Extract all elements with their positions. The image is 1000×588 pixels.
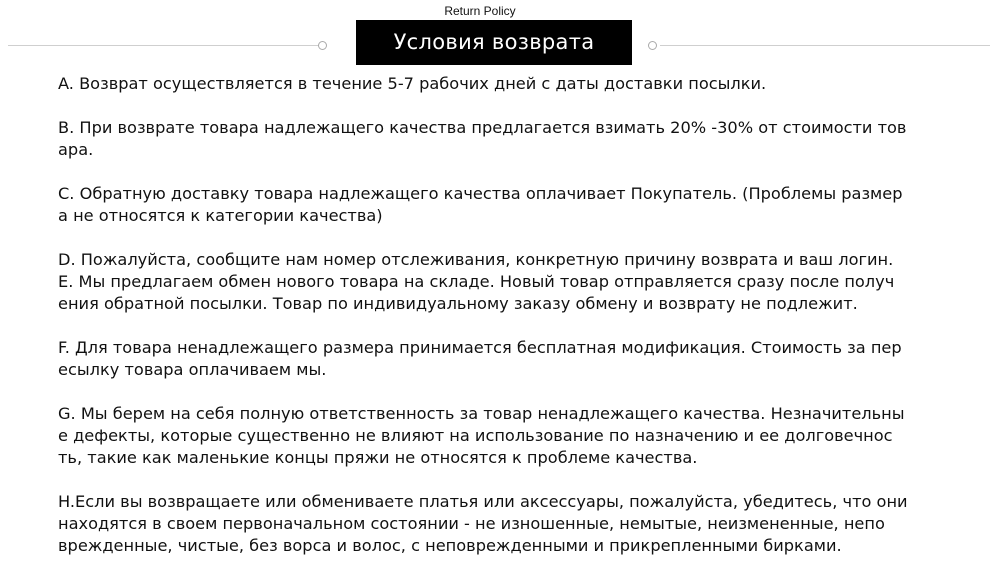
policy-content	[58, 73, 958, 557]
policy-item-d	[58, 249, 958, 271]
policy-item-b	[58, 117, 958, 161]
left-divider-circle-icon	[318, 41, 327, 50]
policy-line: H.Если вы возвращаете или обмениваете платья или аксессуары, пожалуйста, убедитесь, что они	[58, 492, 908, 511]
policy-line: B. При возврате товара надлежащего качества предлагается взимать 20% -30% от стоимости тов	[58, 118, 907, 137]
policy-item-a	[58, 73, 958, 95]
page-title: Условия возврата	[356, 20, 632, 65]
policy-item-c	[58, 183, 958, 227]
policy-line: ть, такие как маленькие концы пряжи не относятся к проблеме качества.	[58, 448, 698, 467]
policy-line: есылку товара оплачиваем мы.	[58, 360, 327, 379]
policy-line: ения обратной посылки. Товар по индивидуальному заказу обмену и возврату не подлежит.	[58, 294, 858, 313]
right-divider-circle-icon	[648, 41, 657, 50]
policy-item-f	[58, 337, 958, 381]
policy-line: G. Мы берем на себя полную ответственность за товар ненадлежащего качества. Незначительны	[58, 404, 905, 423]
policy-line: E. Мы предлагаем обмен нового товара на складе. Новый товар отправляется сразу после получ	[58, 272, 895, 291]
policy-line: е дефекты, которые существенно не влияют на использование по назначению и ее долговечнос	[58, 426, 893, 445]
subtitle: Return Policy	[444, 4, 516, 18]
policy-line: находятся в своем первоначальном состоянии - не изношенные, немытые, неизмененные, непо	[58, 514, 885, 533]
header	[0, 0, 1000, 72]
policy-item-h	[58, 491, 958, 557]
policy-item-g	[58, 403, 958, 469]
policy-line: D. Пожалуйста, сообщите нам номер отслеживания, конкретную причину возврата и ваш логин.	[58, 250, 894, 269]
policy-line: врежденные, чистые, без ворса и волос, с неповрежденными и прикрепленными бирками.	[58, 536, 842, 555]
policy-line: F. Для товара ненадлежащего размера принимается бесплатная модификация. Стоимость за пер	[58, 338, 902, 357]
policy-line: а не относятся к категории качества)	[58, 206, 383, 225]
right-divider-line	[660, 45, 990, 46]
policy-line: A. Возврат осуществляется в течение 5-7 рабочих дней с даты доставки посылки.	[58, 74, 767, 93]
policy-line: ара.	[58, 140, 94, 159]
left-divider-line	[8, 45, 320, 46]
policy-item-e	[58, 271, 958, 315]
policy-line: C. Обратную доставку товара надлежащего качества оплачивает Покупатель. (Проблемы размер	[58, 184, 903, 203]
